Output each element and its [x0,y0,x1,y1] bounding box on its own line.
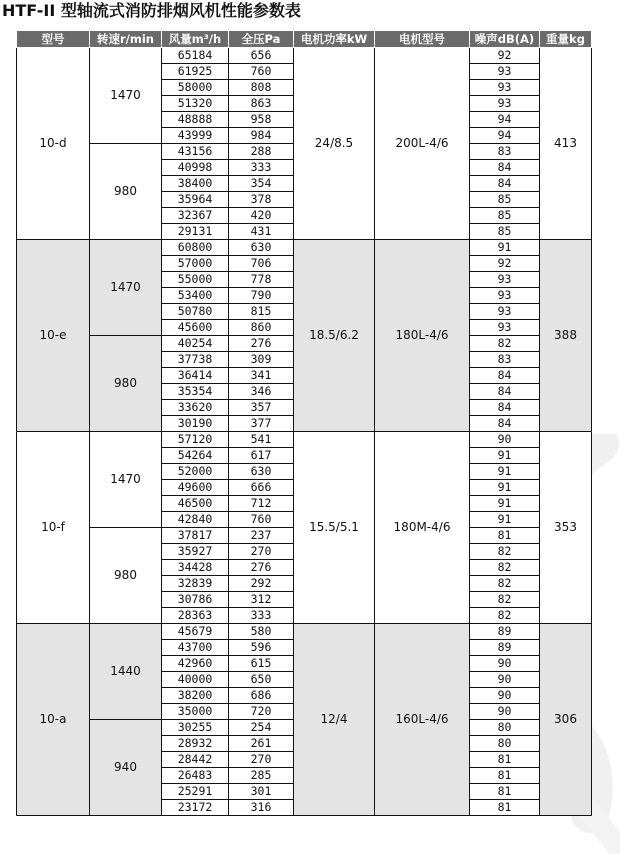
header-weight: 重量kg [540,31,592,48]
pressure-cell: 808 [229,80,294,96]
table-row [17,432,592,448]
pressure-cell: 958 [229,112,294,128]
airflow-cell: 35927 [162,544,229,560]
pressure-cell: 760 [229,64,294,80]
motor-cell: 160L-4/6 [375,624,470,816]
airflow-cell: 35964 [162,192,229,208]
motor-cell: 200L-4/6 [375,48,470,240]
airflow-cell: 43700 [162,640,229,656]
airflow-cell: 40998 [162,160,229,176]
pressure-cell: 706 [229,256,294,272]
pressure-cell: 270 [229,544,294,560]
pressure-cell: 254 [229,720,294,736]
pressure-cell: 288 [229,144,294,160]
noise-cell: 84 [470,368,540,384]
pressure-cell: 316 [229,800,294,816]
pressure-cell: 276 [229,336,294,352]
speed-cell: 1470 [90,432,162,528]
airflow-cell: 28442 [162,752,229,768]
noise-cell: 93 [470,96,540,112]
pressure-cell: 760 [229,512,294,528]
pressure-cell: 720 [229,704,294,720]
pressure-cell: 309 [229,352,294,368]
pressure-cell: 630 [229,240,294,256]
noise-cell: 82 [470,608,540,624]
pressure-cell: 666 [229,480,294,496]
noise-cell: 85 [470,208,540,224]
airflow-cell: 53400 [162,288,229,304]
noise-cell: 93 [470,80,540,96]
noise-cell: 93 [470,288,540,304]
pressure-cell: 378 [229,192,294,208]
header-model: 型号 [17,31,90,48]
airflow-cell: 45600 [162,320,229,336]
airflow-cell: 32367 [162,208,229,224]
weight-cell: 388 [540,240,592,432]
noise-cell: 80 [470,720,540,736]
pressure-cell: 686 [229,688,294,704]
pressure-cell: 292 [229,576,294,592]
noise-cell: 82 [470,592,540,608]
pressure-cell: 656 [229,48,294,64]
motor-cell: 180M-4/6 [375,432,470,624]
noise-cell: 91 [470,464,540,480]
airflow-cell: 57120 [162,432,229,448]
airflow-cell: 51320 [162,96,229,112]
weight-cell: 306 [540,624,592,816]
table-row [17,240,592,256]
weight-cell: 413 [540,48,592,240]
airflow-cell: 25291 [162,784,229,800]
airflow-cell: 30190 [162,416,229,432]
airflow-cell: 40254 [162,336,229,352]
noise-cell: 81 [470,752,540,768]
pressure-cell: 815 [229,304,294,320]
noise-cell: 90 [470,704,540,720]
noise-cell: 84 [470,160,540,176]
header-speed: 转速r/min [90,31,162,48]
speed-cell: 1470 [90,48,162,144]
airflow-cell: 60800 [162,240,229,256]
table-header-row [17,31,592,48]
noise-cell: 91 [470,480,540,496]
noise-cell: 85 [470,224,540,240]
airflow-cell: 54264 [162,448,229,464]
speed-cell: 980 [90,528,162,624]
pressure-cell: 860 [229,320,294,336]
pressure-cell: 615 [229,656,294,672]
speed-cell: 1470 [90,240,162,336]
noise-cell: 93 [470,272,540,288]
airflow-cell: 46500 [162,496,229,512]
airflow-cell: 35000 [162,704,229,720]
noise-cell: 81 [470,768,540,784]
noise-cell: 84 [470,176,540,192]
noise-cell: 93 [470,320,540,336]
noise-cell: 93 [470,304,540,320]
airflow-cell: 49600 [162,480,229,496]
airflow-cell: 37817 [162,528,229,544]
page-title: HTF-II 型轴流式消防排烟风机性能参数表 [2,1,301,20]
noise-cell: 90 [470,656,540,672]
noise-cell: 92 [470,48,540,64]
power-cell: 24/8.5 [294,48,375,240]
pressure-cell: 790 [229,288,294,304]
airflow-cell: 61925 [162,64,229,80]
noise-cell: 91 [470,240,540,256]
pressure-cell: 285 [229,768,294,784]
noise-cell: 92 [470,256,540,272]
airflow-cell: 26483 [162,768,229,784]
airflow-cell: 34428 [162,560,229,576]
airflow-cell: 23172 [162,800,229,816]
pressure-cell: 778 [229,272,294,288]
airflow-cell: 36414 [162,368,229,384]
pressure-cell: 357 [229,400,294,416]
pressure-cell: 420 [229,208,294,224]
airflow-cell: 35354 [162,384,229,400]
pressure-cell: 541 [229,432,294,448]
noise-cell: 90 [470,688,540,704]
noise-cell: 80 [470,736,540,752]
airflow-cell: 37738 [162,352,229,368]
motor-cell: 180L-4/6 [375,240,470,432]
airflow-cell: 38200 [162,688,229,704]
noise-cell: 90 [470,672,540,688]
pressure-cell: 431 [229,224,294,240]
pressure-cell: 346 [229,384,294,400]
noise-cell: 89 [470,624,540,640]
airflow-cell: 38400 [162,176,229,192]
noise-cell: 82 [470,544,540,560]
airflow-cell: 52000 [162,464,229,480]
airflow-cell: 30786 [162,592,229,608]
model-cell: 10-e [17,240,90,432]
header-motor: 电机型号 [375,31,470,48]
pressure-cell: 377 [229,416,294,432]
noise-cell: 84 [470,400,540,416]
airflow-cell: 28932 [162,736,229,752]
performance-table [16,30,592,816]
airflow-cell: 29131 [162,224,229,240]
table-row [17,48,592,64]
noise-cell: 94 [470,128,540,144]
airflow-cell: 65184 [162,48,229,64]
noise-cell: 94 [470,112,540,128]
noise-cell: 84 [470,416,540,432]
pressure-cell: 617 [229,448,294,464]
airflow-cell: 33620 [162,400,229,416]
weight-cell: 353 [540,432,592,624]
airflow-cell: 50780 [162,304,229,320]
pressure-cell: 237 [229,528,294,544]
model-cell: 10-a [17,624,90,816]
header-pressure: 全压Pa [229,31,294,48]
noise-cell: 83 [470,352,540,368]
pressure-cell: 312 [229,592,294,608]
speed-cell: 980 [90,336,162,432]
model-cell: 10-d [17,48,90,240]
pressure-cell: 596 [229,640,294,656]
pressure-cell: 270 [229,752,294,768]
airflow-cell: 58000 [162,80,229,96]
airflow-cell: 42840 [162,512,229,528]
noise-cell: 81 [470,528,540,544]
pressure-cell: 650 [229,672,294,688]
airflow-cell: 57000 [162,256,229,272]
noise-cell: 91 [470,512,540,528]
noise-cell: 93 [470,64,540,80]
airflow-cell: 43156 [162,144,229,160]
pressure-cell: 984 [229,128,294,144]
pressure-cell: 333 [229,160,294,176]
pressure-cell: 712 [229,496,294,512]
pressure-cell: 354 [229,176,294,192]
power-cell: 12/4 [294,624,375,816]
airflow-cell: 32839 [162,576,229,592]
speed-cell: 1440 [90,624,162,720]
noise-cell: 82 [470,336,540,352]
model-cell: 10-f [17,432,90,624]
power-cell: 18.5/6.2 [294,240,375,432]
speed-cell: 980 [90,144,162,240]
pressure-cell: 580 [229,624,294,640]
power-cell: 15.5/5.1 [294,432,375,624]
speed-cell: 940 [90,720,162,816]
table-row [17,624,592,640]
pressure-cell: 630 [229,464,294,480]
header-power: 电机功率kW [294,31,375,48]
airflow-cell: 30255 [162,720,229,736]
pressure-cell: 341 [229,368,294,384]
airflow-cell: 40000 [162,672,229,688]
noise-cell: 81 [470,800,540,816]
pressure-cell: 863 [229,96,294,112]
noise-cell: 91 [470,448,540,464]
pressure-cell: 333 [229,608,294,624]
pressure-cell: 301 [229,784,294,800]
airflow-cell: 43999 [162,128,229,144]
noise-cell: 82 [470,576,540,592]
airflow-cell: 48888 [162,112,229,128]
airflow-cell: 28363 [162,608,229,624]
airflow-cell: 55000 [162,272,229,288]
header-noise: 噪声dB(A) [470,31,540,48]
pressure-cell: 276 [229,560,294,576]
noise-cell: 91 [470,496,540,512]
pressure-cell: 261 [229,736,294,752]
noise-cell: 89 [470,640,540,656]
noise-cell: 83 [470,144,540,160]
airflow-cell: 45679 [162,624,229,640]
airflow-cell: 42960 [162,656,229,672]
noise-cell: 81 [470,784,540,800]
noise-cell: 85 [470,192,540,208]
noise-cell: 84 [470,384,540,400]
noise-cell: 82 [470,560,540,576]
noise-cell: 90 [470,432,540,448]
header-airflow: 风量m³/h [162,31,229,48]
